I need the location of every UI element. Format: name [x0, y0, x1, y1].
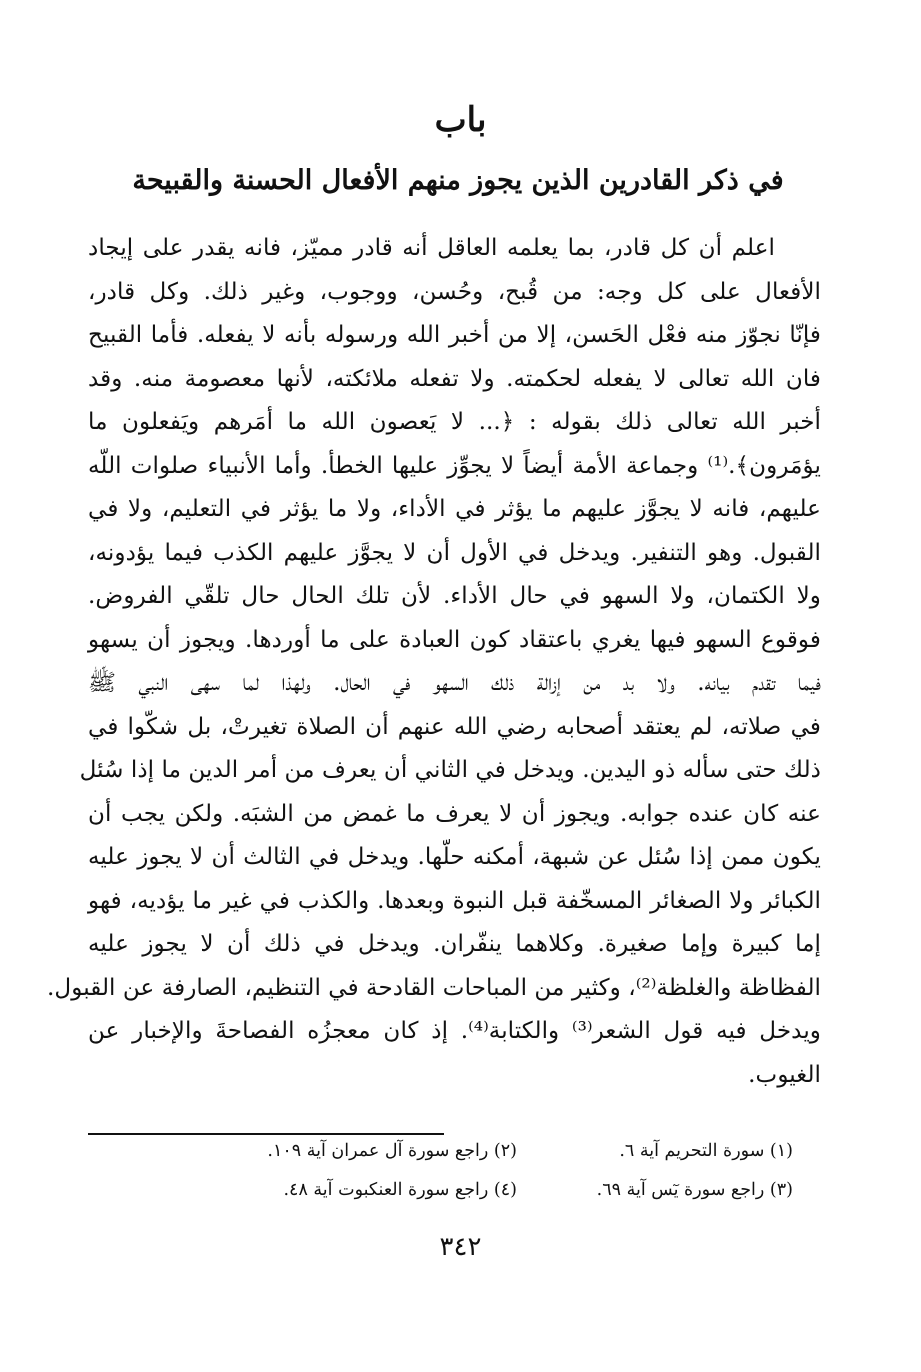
body-line: إما كبيرة وإما صغيرة. وكلاهما ينفّران. ويدخل في ذلك أن لا يجوز عليه: [88, 930, 821, 957]
body-line: أخبر الله تعالى ذلك بقوله : ﴿... لا يَعصون الله ما أمَرهم ويَفعلون ما: [88, 408, 821, 435]
body-line: فيما تقدم بيانه. ولا بد من إزالة ذلك السهو في الحال. ولهذا لما سهى النبي ﷺ: [88, 669, 821, 696]
footnote-1: (١) سورة التحريم آية ٦.: [619, 1141, 793, 1161]
body-line: الفظاظة والغلظة⁽²⁾، وكثير من المباحات القادحة في التنظيم، الصارفة عن القبول.: [47, 973, 821, 1001]
body-line: الكبائر ولا الصغائر المسخّفة قبل النبوة وبعدها. والكذب في غير ما يؤديه، فهو: [88, 886, 821, 914]
footnote-3: (٣) راجع سورة يٓس آية ٦٩.: [596, 1180, 793, 1200]
body-line: عنه كان عنده جوابه. ويجوز أن لا يعرف ما غمض من الشبَه. ولكن يجب أن: [88, 799, 821, 827]
body-line: فان الله تعالى لا يفعله لحكمته. ولا تفعله ملائكته، لأنها معصومة منه. وقد: [88, 364, 821, 392]
footnote-2: (٢) راجع سورة آل عمران آية ١٠٩.: [267, 1141, 517, 1161]
body-text: [47, 226, 821, 1096]
chapter-title: في ذكر القادرين الذين يجوز منهم الأفعال الحسنة والقبيحة: [132, 165, 784, 196]
body-line: يكون ممن إذا سُئل عن شبهة، أمكنه حلّها. ويدخل في الثالث أن لا يجوز عليه: [88, 843, 821, 870]
footnote-4: (٤) راجع سورة العنكبوت آية ٤٨.: [283, 1180, 517, 1200]
body-line: ذلك حتى سأله ذو اليدين. ويدخل في الثاني أن يعرف من أمر الدين ما إذا سُئل: [79, 756, 821, 783]
chapter-heading: باب: [434, 100, 487, 140]
body-line: اعلم أن كل قادر، بما يعلمه العاقل أنه قادر مميّز، فانه يقدر على إيجاد: [88, 234, 775, 261]
body-line: الغيوب.: [748, 1060, 821, 1088]
page-number: ٣٤٢: [439, 1232, 482, 1262]
body-line: عليهم، فانه لا يجوَّز عليهم ما يؤثر في الأداء، ولا ما يؤثر في التعليم، ولا في: [88, 495, 821, 522]
body-line: الأفعال على كل وجه: من قُبح، وحُسن، ووجوب، وغير ذلك. وكل قادر،: [88, 277, 821, 305]
body-line: فإنّا نجوّز منه فعْل الحَسن، إلا من أخبر الله ورسوله بأنه لا يفعله. فأما القبيح: [88, 321, 821, 348]
body-line: في صلاته، لم يعتقد أصحابه رضي الله عنهم أن الصلاة تغيرتْ، بل شكّوا في: [88, 712, 821, 740]
footnote-separator: [88, 1133, 444, 1135]
body-line: ولا الكتمان، ولا السهو في حال الأداء. لأن تلك الحال حال تلقّي الفروض.: [88, 582, 821, 609]
body-line: يؤمَرون﴾.⁽¹⁾ وجماعة الأمة أيضاً لا يجوِّز عليها الخطأ. وأما الأنبياء صلوات اللّه: [88, 451, 821, 479]
body-line: القبول. وهو التنفير. ويدخل في الأول أن لا يجوَّز عليهم الكذب فيما يؤدونه،: [88, 538, 821, 566]
body-line: ويدخل فيه قول الشعر⁽³⁾ والكتابة⁽⁴⁾. إذ كان معجزُه الفصاحةَ والإخبار عن: [88, 1017, 821, 1044]
body-line: فوقوع السهو فيها يغري باعتقاد كون العبادة على ما أوردها. ويجوز أن يسهو: [88, 625, 821, 653]
